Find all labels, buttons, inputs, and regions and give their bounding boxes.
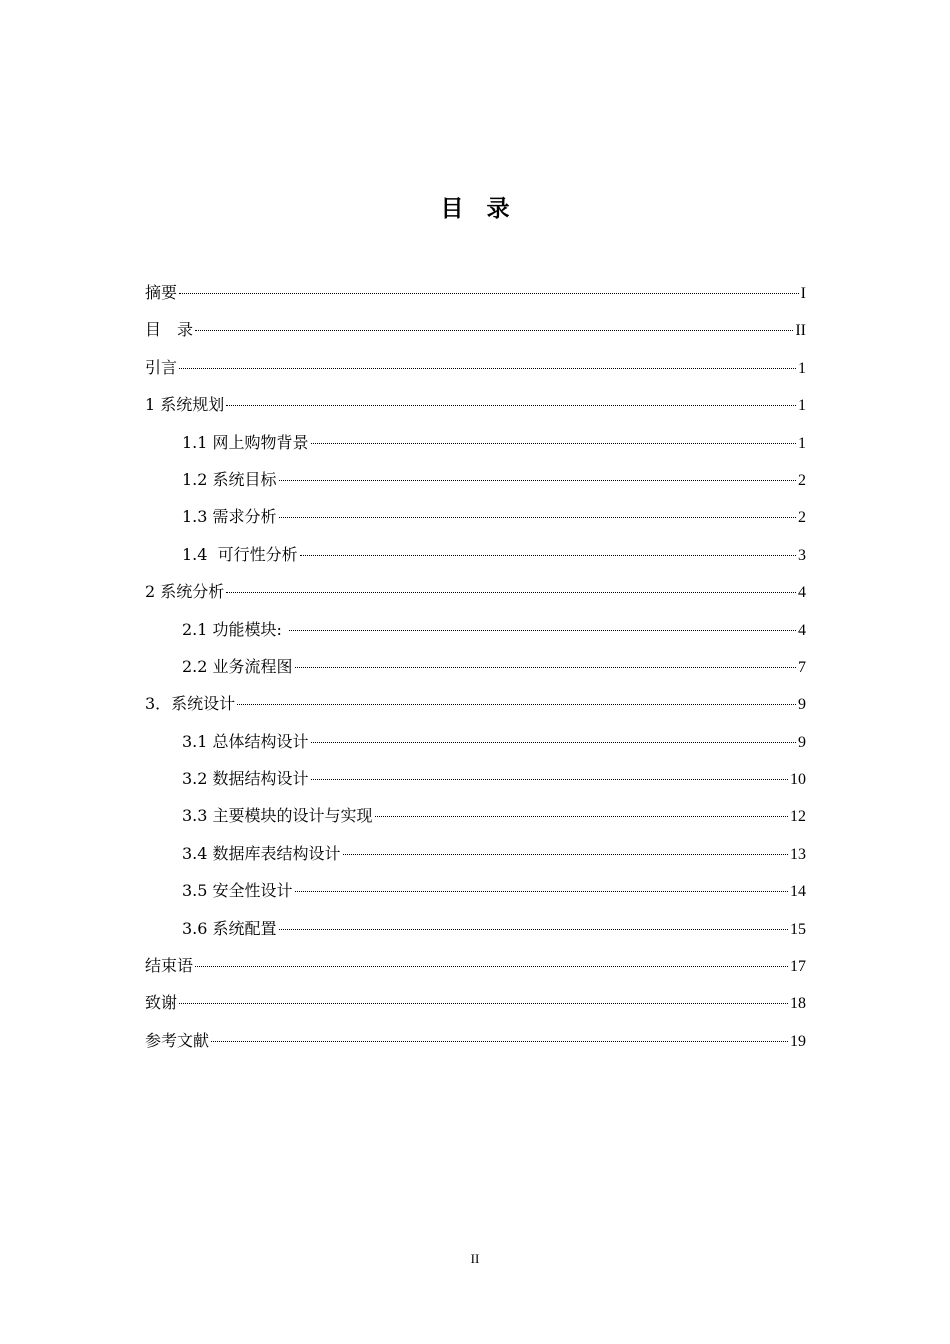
- toc-entry-page: 10: [790, 771, 806, 789]
- toc-entry-label: 3.4 数据库表结构设计: [182, 843, 341, 863]
- toc-entry-label: 2 系统分析: [145, 582, 225, 602]
- toc-entry-label: 引言: [145, 357, 178, 377]
- toc-entry[interactable]: [145, 912, 806, 949]
- toc-dot-leader: [311, 779, 788, 780]
- toc-entry-label: 致谢: [145, 993, 178, 1013]
- page-title: 目 录: [440, 196, 510, 222]
- toc-dot-leader: [279, 480, 796, 481]
- toc-entry-page: I: [800, 285, 806, 302]
- toc-entry-page: 2: [798, 471, 806, 489]
- toc-entry-page: 9: [798, 696, 806, 714]
- toc-entry[interactable]: [145, 874, 806, 911]
- toc-entry-page: 1: [798, 397, 806, 415]
- toc-entry[interactable]: [145, 313, 806, 350]
- toc-entry-page: 18: [790, 995, 806, 1013]
- toc-dot-leader: [195, 966, 788, 967]
- toc-entry-label: 结束语: [145, 956, 194, 976]
- toc-entry-label: 3．系统设计: [145, 694, 236, 714]
- toc-entry[interactable]: [145, 276, 806, 313]
- toc-entry-label: 3.2 数据结构设计: [182, 769, 309, 789]
- toc-entry[interactable]: [145, 837, 806, 874]
- toc-dot-leader: [179, 293, 799, 294]
- toc-entry-page: 4: [798, 584, 806, 602]
- toc-entry-label: 3.3 主要模块的设计与实现: [182, 806, 373, 826]
- toc-entry[interactable]: [145, 725, 806, 762]
- toc-entry[interactable]: [145, 388, 806, 425]
- toc-entry-page: 1: [798, 359, 806, 377]
- toc-entry[interactable]: [145, 650, 806, 687]
- toc-dot-leader: [295, 667, 796, 668]
- toc-entry-page: II: [795, 322, 806, 340]
- toc-entry[interactable]: [145, 986, 806, 1023]
- toc-entry-label: 目 录: [145, 320, 194, 340]
- toc-entry-label: 参考文献: [145, 1030, 210, 1050]
- toc-entry[interactable]: [145, 500, 806, 537]
- toc-entry[interactable]: [145, 426, 806, 463]
- toc-entry-page: 7: [798, 658, 806, 676]
- toc-dot-leader: [343, 854, 788, 855]
- toc-dot-leader: [311, 443, 796, 444]
- toc-entry-page: 13: [790, 845, 806, 863]
- toc-entry-page: 15: [790, 920, 806, 938]
- toc-dot-leader: [211, 1041, 788, 1042]
- toc-entry[interactable]: [145, 351, 806, 388]
- toc-entry-label: 1.1 网上购物背景: [182, 432, 309, 452]
- toc-dot-leader: [289, 630, 796, 631]
- toc-dot-leader: [226, 405, 796, 406]
- toc-entry[interactable]: [145, 949, 806, 986]
- toc-entry-label: 2.1 功能模块:: [182, 619, 288, 639]
- toc-entry-page: 1: [798, 434, 806, 452]
- toc-entry-page: 14: [790, 883, 806, 901]
- toc-dot-leader: [195, 330, 793, 331]
- toc-entry-label: 3.5 安全性设计: [182, 881, 293, 901]
- toc-dot-leader: [226, 592, 796, 593]
- toc-entry-page: 9: [798, 733, 806, 751]
- toc-dot-leader: [375, 816, 788, 817]
- toc-entry[interactable]: [145, 799, 806, 836]
- table-of-contents: [145, 276, 806, 1061]
- toc-entry[interactable]: [145, 538, 806, 575]
- toc-entry-label: 1.4 可行性分析: [182, 544, 298, 564]
- toc-entry-page: 4: [798, 621, 806, 639]
- toc-entry-page: 2: [798, 509, 806, 527]
- toc-dot-leader: [311, 742, 796, 743]
- toc-entry-page: 3: [798, 546, 806, 564]
- toc-dot-leader: [279, 929, 788, 930]
- toc-entry-page: 12: [790, 808, 806, 826]
- toc-dot-leader: [295, 891, 788, 892]
- toc-entry-page: 17: [790, 958, 806, 976]
- toc-entry[interactable]: [145, 575, 806, 612]
- toc-dot-leader: [237, 704, 796, 705]
- toc-dot-leader: [179, 1003, 788, 1004]
- toc-entry[interactable]: [145, 762, 806, 799]
- toc-entry-label: 1 系统规划: [145, 395, 225, 415]
- toc-entry-label: 1.2 系统目标: [182, 469, 277, 489]
- toc-entry[interactable]: [145, 687, 806, 724]
- toc-entry-label: 2.2 业务流程图: [182, 656, 293, 676]
- toc-entry-label: 3.6 系统配置: [182, 918, 277, 938]
- toc-entry[interactable]: [145, 1024, 806, 1061]
- toc-dot-leader: [279, 517, 796, 518]
- toc-entry[interactable]: [145, 463, 806, 500]
- toc-entry-label: 3.1 总体结构设计: [182, 731, 309, 751]
- toc-dot-leader: [300, 555, 796, 556]
- toc-dot-leader: [179, 368, 796, 369]
- toc-entry[interactable]: [145, 613, 806, 650]
- toc-entry-label: 摘要: [145, 283, 178, 302]
- toc-entry-label: 1.3 需求分析: [182, 507, 277, 527]
- page-number-footer: II: [470, 1251, 480, 1266]
- toc-entry-page: 19: [790, 1032, 806, 1050]
